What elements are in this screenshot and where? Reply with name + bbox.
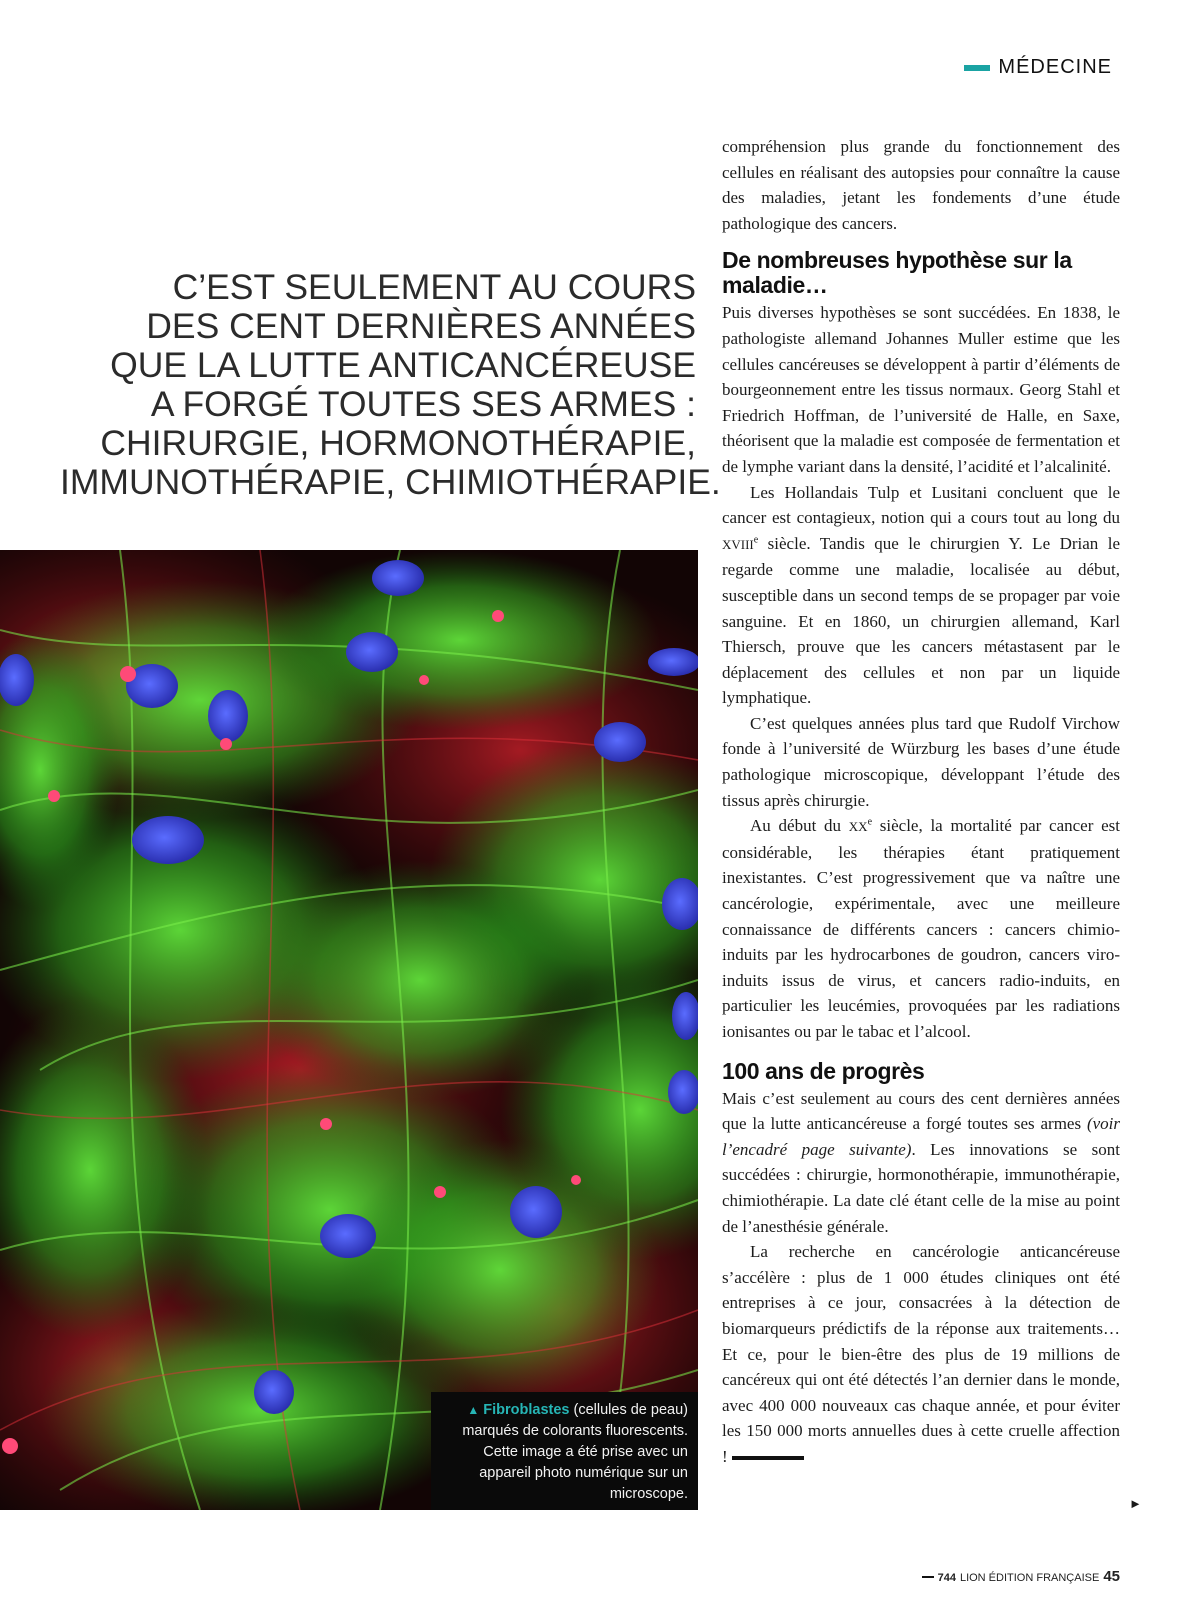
continue-arrow-icon: ► [1129,1496,1142,1511]
text-run: Les Hollandais Tulp et Lusitani concluent que le cancer est contagieux, notion qui a cours tout au long du [722,482,1120,528]
century-numeral: XVIII [722,536,754,552]
fluorescent-cells-image [0,550,698,1510]
article-column [722,134,1120,1470]
page-footer [922,1568,1120,1585]
cross-reference: (voir l’encadré page suivante) [722,1114,1120,1159]
pull-quote-line: CHIRURGIE, HORMONOTHÉRAPIE, [100,423,696,463]
article-paragraph [722,1086,1120,1240]
end-rule [732,1456,804,1460]
article-paragraph [722,813,1120,1044]
section-tag [964,56,1112,79]
section-label: MÉDECINE [998,56,1112,78]
text-run: siècle, la mortalité par cancer est considérable, les thérapies étant pratiquement inexistantes. C’est progressivement que va naître une cancérologie, expérimentale, avec une meilleure connaissance de différents cancers : cancers chimio-induits par les hydrocarbones de goudron, cancers viro-induits issus de virus, et cancers radio-induits, en particulier les leucémies, provoquées par les radiations ionisantes ou par le tabac et l’alcool. [722,816,1120,1041]
century-numeral: XX [848,819,868,835]
photo-caption [431,1392,698,1510]
text-run: siècle. Tandis que le chirurgien Y. Le Drian le regarde comme une maladie, localisée au début, susceptible dans un second temps de se propager par voie sanguine. Et en 1860, un chirurgien allemand, Karl Thiersch, prouve que les cancers métastasent par le déplacement des cellules et non par un liquide lymphatique. [722,533,1120,708]
caption-text: (cellules de peau) marqués de colorants fluorescents. Cette image a été prise avec un appareil photo numérique sur un microscope. [462,1402,688,1502]
ordinal-sup: e [867,816,873,828]
article-paragraph [722,480,1120,711]
article-paragraph: Puis diverses hypothèses se sont succédées. En 1838, le pathologiste allemand Johannes Muller estime que les cellules cancéreuses se développent à partir d’éléments de bourgeonnement entre les tissus normaux. Georg Stahl et Friedrich Hoffman, de l’université de Halle, en Saxe, théorisent que la maladie est composée de fermentation et de lymphe variant dans la densité, l’acidité et l’alcalinité. [722,303,1120,476]
article-paragraph: compréhension plus grande du fonctionnement des cellules en réalisant des autopsies pour connaître la cause des maladies, jetant les fondements d’une étude pathologique des cancers. [722,137,1120,233]
pull-quote [60,267,721,502]
pull-quote-line: IMMUNOTHÉRAPIE, CHIMIOTHÉRAPIE. [60,462,721,502]
article-paragraph [722,1239,1120,1469]
article-subheading: De nombreuses hypothèse sur la maladie… [722,247,1072,299]
section-accent-bar [964,65,990,71]
pull-quote-line: A FORGÉ TOUTES SES ARMES : [150,384,696,424]
fibroblast-photo [0,550,698,1510]
text-run: . Les innovations se sont succédées : chirurgie, hormonothérapie, immunothérapie, chimiothérapie. La date clé étant celle de la mise au point de l’anesthésie générale. [722,1139,1120,1236]
ordinal-sup: e [753,534,759,546]
text-run: Mais c’est seulement au cours des cent dernières années que la lutte anticancéreuse a forgé toutes ses armes [722,1088,1120,1134]
pull-quote-line: DES CENT DERNIÈRES ANNÉES [146,306,696,346]
issue-number: 744 [937,1572,956,1584]
article-subheading: 100 ans de progrès [722,1057,925,1084]
pull-quote-line: C’EST SEULEMENT AU COURS [172,267,696,307]
pull-quote-line: QUE LA LUTTE ANTICANCÉREUSE [110,345,696,385]
text-run: La recherche en cancérologie anticancéreuse s’accélère : plus de 1 000 études cliniques ont été entreprises à ce jour, consacrées à la détection de biomarqueurs prédictifs de la réponse aux traitements… Et ce, pour le bien-être des plus de 19 millions de cancéreux qui ont été détectés l’an dernier dans le monde, avec 400 000 nouveaux cas chaque année, et pour éviter les 150 000 morts annuelles dues à cette cruelle affection ! [722,1242,1120,1466]
page-number: 45 [1103,1568,1120,1585]
caption-triangle-icon: ▲ [467,1403,480,1417]
footer-rule [922,1576,934,1578]
publication-name: LION ÉDITION FRANÇAISE [959,1572,1100,1584]
article-paragraph: C’est quelques années plus tard que Rudolf Virchow fonde à l’université de Würzburg les bases d’une étude pathologique microscopique, développant l’étude des tissus après chirurgie. [722,713,1120,810]
caption-lead: Fibroblastes [483,1402,570,1418]
text-run: Au début du [750,816,849,836]
